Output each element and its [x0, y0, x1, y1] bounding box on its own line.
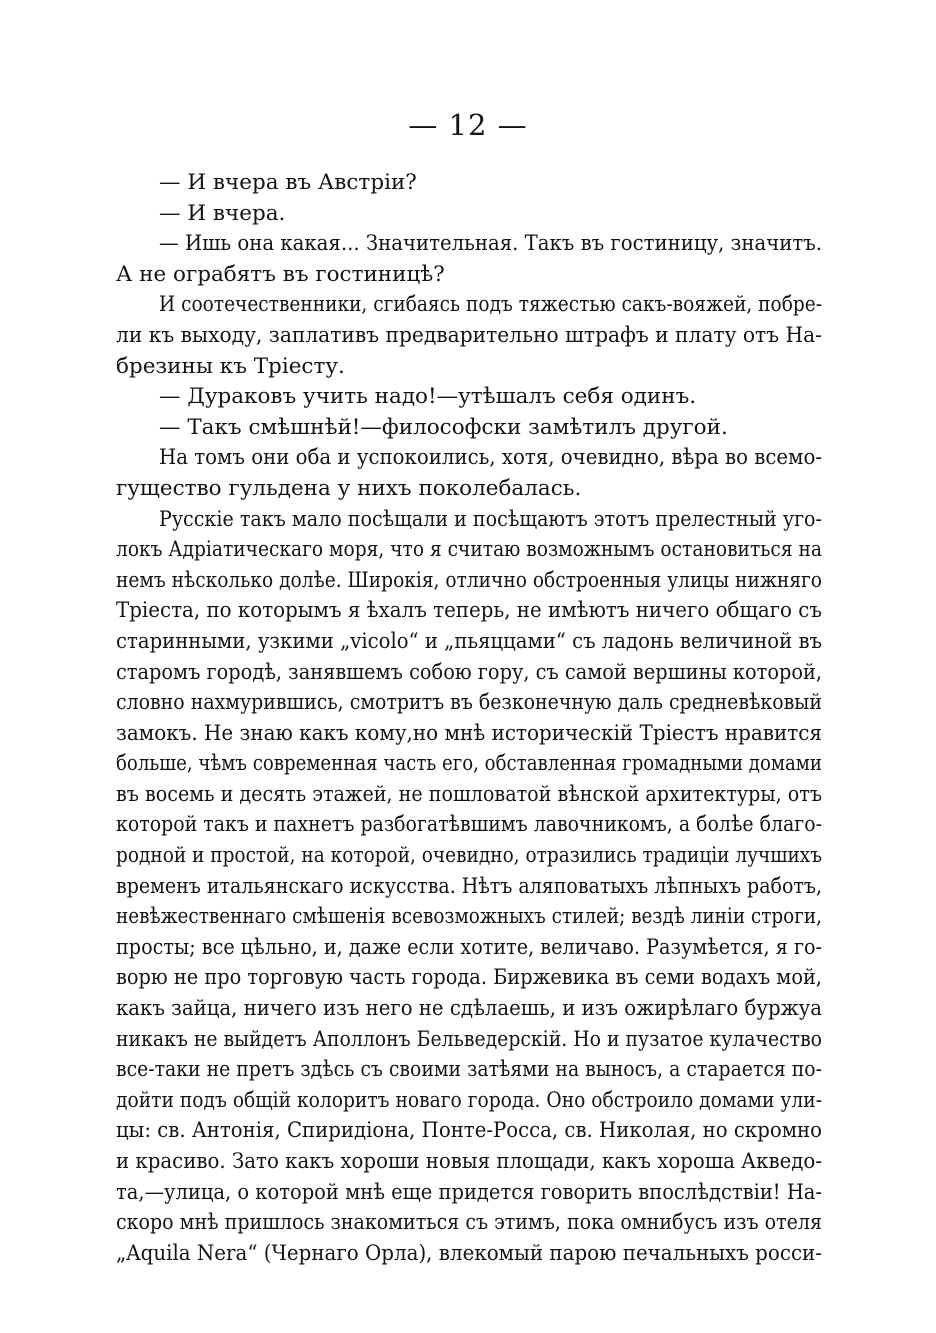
line-text: скоро мнѣ пришлось знакомиться съ этимъ, пока омнибусъ изъ отеля: [116, 1210, 822, 1236]
text-line: [116, 1208, 822, 1239]
text-line: [116, 413, 822, 444]
text-line: [116, 719, 822, 750]
line-text: ворю не про торговую часть города. Биржевика въ семи водахъ мой,: [116, 965, 822, 991]
line-text: На томъ они оба и успокоились, хотя, очевидно, вѣра во всемо-: [159, 445, 822, 471]
text-line: [116, 1055, 822, 1086]
line-text: въ восемь и десять этажей, не пошловатой вѣнской архитектуры, отъ: [116, 781, 822, 807]
text-line: [116, 229, 822, 260]
text-line: [116, 749, 822, 780]
text-line: [116, 1025, 822, 1056]
line-text: гущество гульдена у нихъ поколебалась.: [116, 475, 582, 501]
text-line: [116, 841, 822, 872]
line-text: ли къ выходу, заплативъ предварительно штрафъ и плату отъ На-: [116, 322, 822, 348]
text-line: [116, 810, 822, 841]
text-line: [116, 505, 822, 536]
line-text: И соотечественники, сгибаясь подъ тяжестью сакъ-вояжей, побре-: [159, 292, 822, 318]
text-line: [116, 596, 822, 627]
text-line: [116, 1178, 822, 1209]
text-line: [116, 994, 822, 1025]
line-text: немъ нѣсколько долѣе. Широкія, отлично обстроенныя улицы нижняго: [116, 567, 822, 593]
line-text: невѣжественнаго смѣшенія всевозможныхъ стилей; вездѣ линіи строги,: [116, 904, 822, 930]
text-line: [116, 1086, 822, 1117]
line-text: А не ограбятъ въ гостиницѣ?: [116, 261, 445, 287]
line-text: цы: св. Антонія, Спиридіона, Понте-Росса, св. Николая, но скромно: [116, 1118, 822, 1144]
line-text: „Aquila Nera“ (Чернаго Орла), влекомый парою печальныхъ росси-: [116, 1240, 822, 1266]
line-text: локъ Адріатическаго моря, что я считаю возможнымъ остановиться на: [116, 537, 822, 563]
text-line: [116, 658, 822, 689]
text-line: [116, 1147, 822, 1178]
text-line: [116, 1116, 822, 1147]
text-line: [116, 566, 822, 597]
line-text: Тріеста, по которымъ я ѣхалъ теперь, не имѣютъ ничего общаго съ: [116, 598, 822, 624]
line-text: которой такъ и пахнетъ разбогатѣвшимъ лавочникомъ, а болѣе благо-: [116, 812, 822, 838]
line-text: та,—улица, о которой мнѣ еще придется говорить впослѣдствіи! На-: [116, 1179, 822, 1205]
line-text: брезины къ Тріесту.: [116, 353, 345, 379]
line-text: родной и простой, на которой, очевидно, отразились традиціи лучшихъ: [116, 843, 822, 869]
text-line: [116, 627, 822, 658]
line-text: больше, чѣмъ современная часть его, обставленная громадными домами: [116, 751, 822, 777]
text-line: [116, 260, 822, 291]
line-text: Русскіе такъ мало посѣщали и посѣщаютъ этотъ прелестный уго-: [159, 506, 822, 532]
text-line: [116, 688, 822, 719]
line-text: все-таки не претъ здѣсь съ своими затѣями на выносъ, а старается по-: [116, 1057, 822, 1083]
line-text: старомъ городѣ, занявшемъ собою гору, съ самой вершины которой,: [116, 659, 822, 685]
line-text: словно нахмурившись, смотритъ въ безконечную даль средневѣковый: [116, 690, 822, 716]
line-text: старинными, узкими „vicolo“ и „пьяццами“ съ ладонь величиной въ: [116, 628, 822, 654]
line-text: просты; все цѣльно, и, даже если хотите, величаво. Разумѣется, я го-: [116, 934, 822, 960]
text-line: [116, 474, 822, 505]
text-line: [116, 352, 822, 383]
line-text: — Дураковъ учить надо!—утѣшалъ себя одинъ.: [159, 384, 697, 410]
line-text: никакъ не выйдетъ Аполлонъ Бельведерскій. Но и пузатое кулачество: [116, 1026, 822, 1052]
line-text: дойти подъ общій колоритъ новаго города. Оно обстроило домами ули-: [116, 1087, 822, 1113]
line-text: — Такъ смѣшнѣй!—философски замѣтилъ другой.: [159, 414, 728, 440]
text-line: [116, 933, 822, 964]
line-text: — И вчера въ Австріи?: [159, 170, 417, 195]
page-number: — 12 —: [408, 108, 528, 142]
line-text: замокъ. Не знаю какъ кому,но мнѣ историческій Тріестъ нравится: [116, 720, 822, 746]
text-line: [116, 872, 822, 903]
text-line: [116, 199, 822, 230]
line-text: — Ишь она какая... Значительная. Такъ въ гостиницу, значитъ.: [159, 231, 822, 257]
text-line: [116, 963, 822, 994]
text-line: [116, 443, 822, 474]
text-line: [116, 535, 822, 566]
line-text: — И вчера.: [159, 200, 286, 226]
line-text: и красиво. Зато какъ хороши новыя площади, какъ хороша Акведо-: [116, 1149, 822, 1174]
line-text: временъ итальянскаго искусства. Нѣтъ аляповатыхъ лѣпныхъ работъ,: [116, 873, 822, 899]
text-line: [116, 382, 822, 413]
line-text: какъ зайца, ничего изъ него не сдѣлаешь, и изъ ожирѣлаго буржуа: [116, 996, 822, 1022]
text-line: [116, 902, 822, 933]
text-line: [116, 168, 822, 199]
body-text: [116, 168, 822, 1269]
text-line: [116, 1239, 822, 1270]
text-line: [116, 321, 822, 352]
text-line: [116, 290, 822, 321]
text-line: [116, 780, 822, 811]
